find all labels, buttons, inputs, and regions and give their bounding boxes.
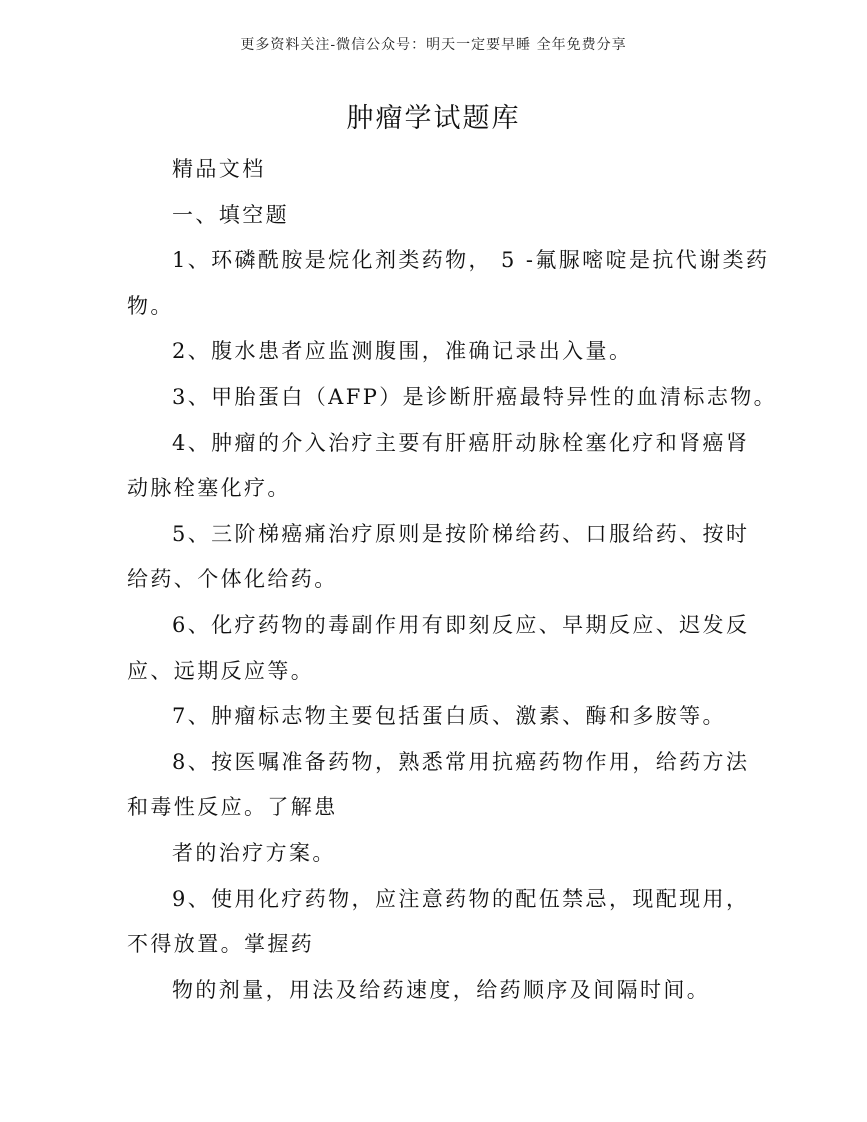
question-8-cont: 和毒性反应。了解患: [127, 795, 338, 820]
question-6: 6、化疗药物的毒副作用有即刻反应、早期反应、迟发反: [172, 612, 750, 637]
question-3: 3、甲胎蛋白（AFP）是诊断肝癌最特异性的血清标志物。: [172, 384, 778, 409]
question-9: 9、使用化疗药物，应注意药物的配伍禁忌，现配现用，: [172, 886, 750, 911]
question-4: 4、肿瘤的介入治疗主要有肝癌肝动脉栓塞化疗和肾癌肾: [172, 430, 750, 455]
question-9-cont: 不得放置。掌握药: [127, 932, 315, 957]
question-4-cont: 动脉栓塞化疗。: [127, 476, 291, 501]
document-title: 肿瘤学试题库: [346, 103, 521, 134]
document-body: [0, 147, 867, 1013]
question-8-cont2: 者的治疗方案。: [172, 840, 336, 865]
section-heading: 一、填空题: [172, 202, 289, 227]
doc-label: 精品文档: [172, 157, 266, 181]
question-2: 2、腹水患者应监测腹围，准确记录出入量。: [172, 339, 633, 364]
question-1-cont: 物。: [127, 293, 174, 318]
question-9-cont2: 物的剂量，用法及给药速度，给药顺序及间隔时间。: [172, 977, 711, 1002]
question-8: 8、按医嘱准备药物，熟悉常用抗癌药物作用，给药方法: [172, 749, 750, 774]
watermark-header: 更多资料关注-微信公众号：明天一定要早睡 全年免费分享: [240, 37, 627, 53]
question-6-cont: 应、远期反应等。: [127, 658, 315, 683]
question-5: 5、三阶梯癌痛治疗原则是按阶梯给药、口服给药、按时: [172, 521, 750, 546]
question-7: 7、肿瘤标志物主要包括蛋白质、激素、酶和多胺等。: [172, 704, 726, 729]
question-1: 1、环磷酰胺是烷化剂类药物， 5 -氟脲嘧啶是抗代谢类药: [172, 248, 770, 273]
question-5-cont: 给药、个体化给药。: [127, 567, 338, 592]
